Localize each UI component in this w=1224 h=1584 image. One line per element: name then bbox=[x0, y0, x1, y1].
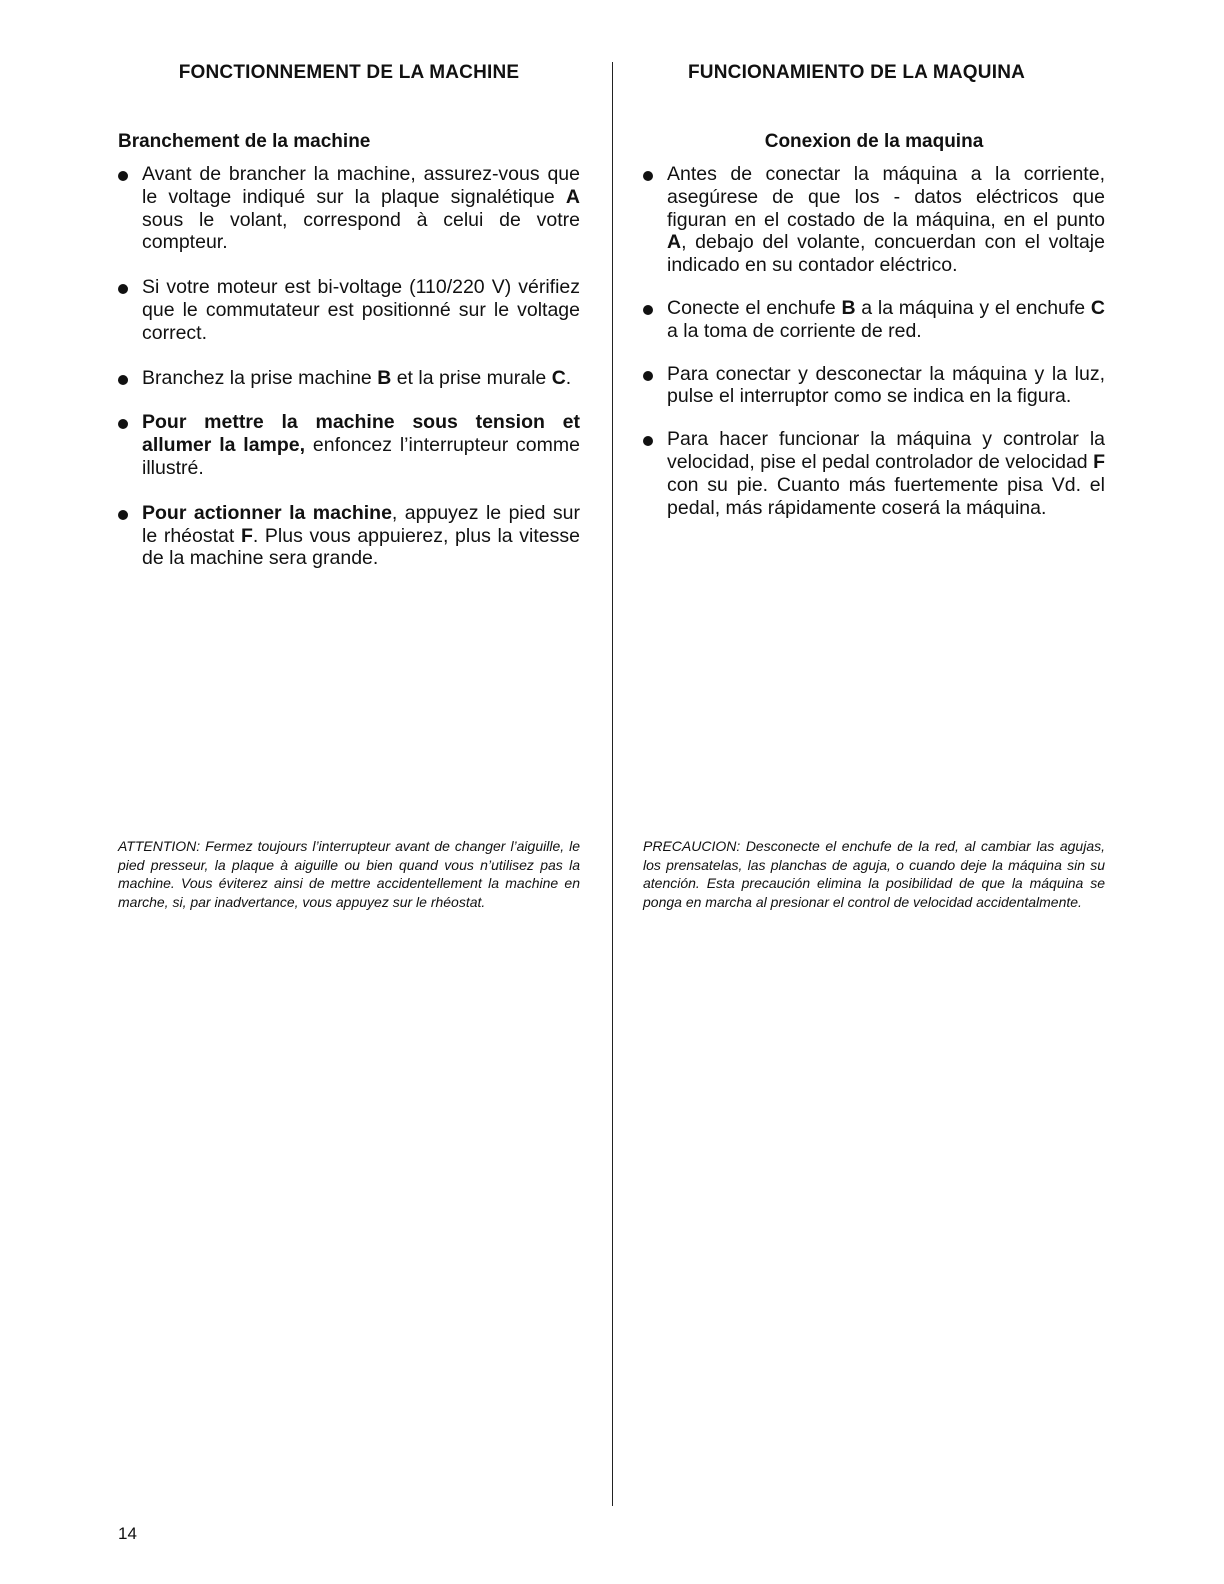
french-instruction-list bbox=[118, 163, 580, 592]
bullet-icon bbox=[643, 171, 653, 181]
item-text: Conecte el enchufe bbox=[667, 296, 842, 319]
french-subtitle: Branchement de la machine bbox=[118, 131, 371, 152]
french-title: FONCTIONNEMENT DE LA MACHINE bbox=[178, 62, 520, 83]
item-text: . bbox=[565, 366, 572, 389]
bullet-icon bbox=[643, 371, 653, 381]
bold-text: Pour mettre la machine sous tension et allumer la lampe, bbox=[142, 411, 580, 457]
bullet-icon bbox=[118, 419, 128, 429]
bold-text: A bbox=[565, 185, 580, 208]
item-text: Para conectar y desconectar la máquina y la luz, pulse el interruptor como se indica en la figura. bbox=[667, 362, 1105, 408]
bold-text: B bbox=[841, 296, 856, 319]
bullet-icon bbox=[118, 171, 128, 181]
list-item bbox=[643, 363, 1105, 409]
spanish-subtitle: Conexion de la maquina bbox=[764, 131, 984, 152]
item-text: , appuyez le pied sur le rhéostat bbox=[142, 501, 580, 547]
item-text: Avant de brancher la machine, assurez-vous que le voltage indiqué sur la plaque signalétique bbox=[142, 163, 580, 208]
item-text: et la prise murale bbox=[391, 366, 552, 389]
item-text: . Plus vous appuierez, plus la vitesse de la machine sera grande. bbox=[142, 524, 580, 570]
item-text: , debajo del volante, concuerdan con el voltaje indicado en su contador eléctrico. bbox=[667, 231, 1105, 277]
spanish-title: FUNCIONAMIENTO DE LA MAQUINA bbox=[688, 62, 1026, 83]
item-text: a la máquina y el enchufe bbox=[855, 296, 1091, 319]
spanish-precaution-note: PRECAUCION: Desconecte el enchufe de la red, al cambiar las agujas, los prensatelas, las planchas de aguja, o cuando deje la máquina sin su atención. Esta precaución elimina la posibilidad de que la máquina se ponga en marcha al presionar el control de velocidad accidentalmente. bbox=[643, 838, 1105, 910]
item-text: sous le volant, correspond à celui de votre compteur. bbox=[142, 208, 580, 254]
list-item bbox=[643, 297, 1105, 343]
list-item bbox=[643, 428, 1105, 519]
bold-text: A bbox=[667, 231, 682, 254]
bold-text: B bbox=[377, 366, 392, 389]
bold-text: C bbox=[1090, 296, 1105, 319]
list-item bbox=[643, 163, 1105, 277]
bold-text: F bbox=[1093, 450, 1105, 473]
item-text: Branchez la prise machine bbox=[142, 366, 378, 389]
item-text: Antes de conectar la máquina a la corriente, asegúrese de que los - datos eléctricos que figuran en el costado de la máquina, en el punto bbox=[667, 163, 1105, 231]
bold-text: F bbox=[240, 524, 253, 547]
list-item bbox=[118, 163, 580, 254]
item-text: enfoncez l’interrupteur comme illustré. bbox=[142, 434, 580, 479]
list-item bbox=[118, 367, 580, 390]
bullet-icon bbox=[118, 510, 128, 520]
bullet-icon bbox=[118, 284, 128, 294]
list-item bbox=[118, 502, 580, 570]
list-item bbox=[118, 411, 580, 479]
bold-text: Pour actionner la machine bbox=[142, 501, 392, 524]
spanish-instruction-list bbox=[643, 163, 1105, 539]
bullet-icon bbox=[118, 375, 128, 385]
bold-text: C bbox=[551, 366, 566, 389]
item-text: Para hacer funcionar la máquina y controlar la velocidad, pise el pedal controlador de velocidad bbox=[667, 428, 1105, 473]
item-text: Si votre moteur est bi-voltage (110/220 V) vérifiez que le commutateur est positionné sur le voltage correct. bbox=[142, 276, 580, 344]
bullet-icon bbox=[643, 436, 653, 446]
item-text: a la toma de corriente de red. bbox=[667, 319, 922, 342]
french-attention-note: ATTENTION: Fermez toujours l’interrupteur avant de changer l’aiguille, le pied presseur, la plaque à aiguille ou bien quand vous n’utilisez pas la machine. Vous éviterez ainsi de mettre accidentellement la machine en marche, si, par inadvertance, vous appuyez sur le rhéostat. bbox=[118, 838, 580, 910]
column-divider bbox=[612, 62, 613, 1506]
list-item bbox=[118, 276, 580, 344]
item-text: con su pie. Cuanto más fuertemente pisa Vd. el pedal, más rápidamente coserá la máquina. bbox=[667, 473, 1105, 519]
page-number: 14 bbox=[118, 1524, 137, 1543]
bullet-icon bbox=[643, 305, 653, 315]
